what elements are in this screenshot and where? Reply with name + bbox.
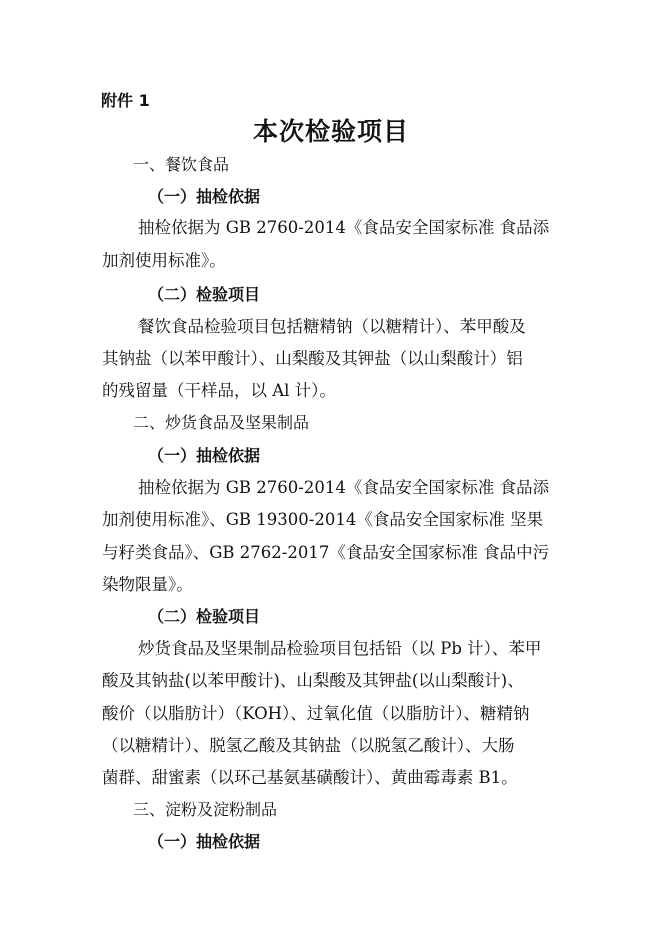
- paragraph-line: 酸及其钠盐(以苯甲酸计)、山梨酸及其钾盐(以山梨酸计)、: [102, 671, 524, 690]
- attachment-label: 附件 1: [101, 91, 150, 110]
- subheading-sampling-basis: （一）抽检依据: [148, 832, 261, 851]
- paragraph-line: 加剂使用标准》。: [102, 251, 226, 270]
- subheading-test-items: （二）检验项目: [148, 607, 261, 626]
- paragraph-line: （以糖精计）、脱氢乙酸及其钠盐（以脱氢乙酸计）、大肠: [102, 736, 515, 755]
- section-heading-catering: 一、餐饮食品: [133, 155, 230, 174]
- paragraph-line: 其钠盐（以苯甲酸计）、山梨酸及其钾盐（以山梨酸计）铝: [102, 349, 523, 368]
- paragraph-line: 抽检依据为 GB 2760-2014《食品安全国家标准 食品添: [138, 218, 550, 237]
- subheading-sampling-basis: （一）抽检依据: [148, 446, 261, 465]
- document-title: 本次检验项目: [252, 117, 409, 146]
- paragraph-line: 餐饮食品检验项目包括糖精钠（以糖精计）、苯甲酸及: [138, 317, 526, 336]
- section-heading-starch: 三、淀粉及淀粉制品: [133, 800, 278, 819]
- paragraph-line: 抽检依据为 GB 2760-2014《食品安全国家标准 食品添: [138, 478, 550, 497]
- subheading-test-items: （二）检验项目: [148, 285, 261, 304]
- subheading-sampling-basis: （一）抽检依据: [148, 187, 261, 206]
- paragraph-line: 与籽类食品》、GB 2762-2017《食品安全国家标准 食品中污: [102, 543, 550, 562]
- paragraph-line: 加剂使用标准》、GB 19300-2014《食品安全国家标准 坚果: [102, 510, 544, 529]
- paragraph-line: 的残留量（干样品，以 Al 计）。: [102, 381, 336, 400]
- paragraph-line: 炒货食品及坚果制品检验项目包括铅（以 Pb 计）、苯甲: [138, 639, 542, 658]
- paragraph-line: 酸价（以脂肪计）（KOH）、过氧化值（以脂肪计）、糖精钠: [102, 704, 530, 723]
- paragraph-line: 染物限量》。: [102, 575, 193, 594]
- paragraph-line: 菌群、甜蜜素（以环己基氨基磺酸计）、黄曲霉毒素 B1。: [102, 768, 518, 787]
- section-heading-nuts: 二、炒货食品及坚果制品: [133, 413, 310, 432]
